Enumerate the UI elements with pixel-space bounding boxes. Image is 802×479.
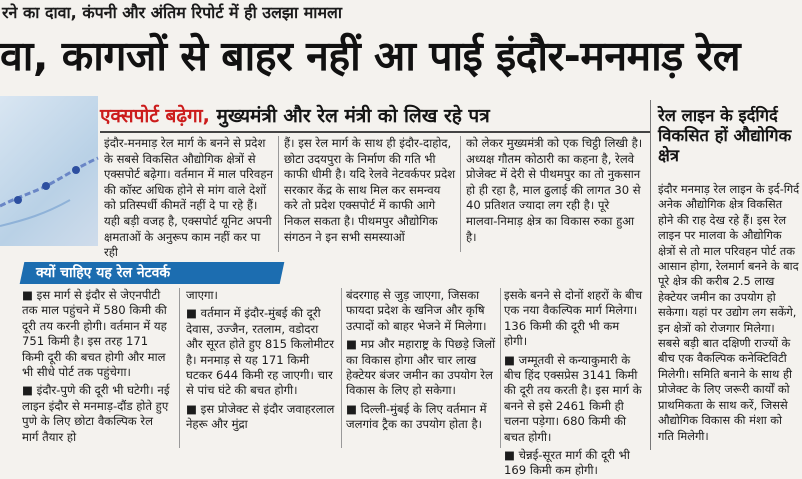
bullet-item: ■ मप्र और महाराष्ट्र के पिछड़े जिलों का विकास होगा और चार लाख हेक्टेयर बंजर जमीन का उपयोग रेल विकास के लिए हो सकेगा। [346, 337, 496, 398]
bullet-item: ■ इस मार्ग से इंदौर से जेएनपीटी तक माल पहुंचने में 580 किमी की दूरी तय करनी होगी। वर्तमान में यह 751 किमी है। इस तरह 171 किमी दूरी की बचत होगी और माल भी सीधे पोर्ट तक पहुंचेगा। [22, 288, 167, 380]
page-headline: वा, कागजों से बाहर नहीं आ पाई इंदौर-मनमाड़ रेल [0, 32, 741, 80]
column-divider [179, 288, 180, 448]
bottom-column-4 [504, 288, 644, 478]
column-text: हैं। इस रेल मार्ग के साथ ही इंदौर-दाहोद, छोटा उदयपुरा के निर्माण की गति भी काफी धीमी है। यदि रेलवे नेटवर्कपर प्रदेश सरकार केंद्र के साथ मिल कर समन्वय करे तो प्रदेश एक्सपोर्ट में काफी आगे निकल सकता है। पीथमपुर औद्योगिक संगठन ने इन सभी समस्याओं [284, 136, 456, 244]
bullet-item: ■ इस प्रोजेक्ट से इंदौर जवाहरलाल नेहरू और मुंद्रा [186, 401, 335, 432]
route-map-image [0, 96, 98, 246]
bullet-item: ■ वर्तमान में इंदौर-मुंबई की दूरी देवास, उज्जैन, रतलाम, वडोदरा और सूरत होते हुए 815 किलोमीटर है। मनमाड़ से यह 171 किमी घटकर 644 किमी रह जाएगी। चार से पांच घंटे की बचत होगी। [186, 306, 334, 398]
kicker-line: रने का दावा, कंपनी और अंतिम रिपोर्ट में ही उलझा मामला [2, 3, 343, 22]
bottom-column-2 [186, 288, 338, 448]
section-banner [20, 262, 285, 284]
top-column-3 [466, 136, 644, 254]
sidebar-title: रेल लाइन के इर्दगिर्द विकसित हों औद्योगिक क्षेत्र [658, 106, 792, 165]
top-column-1 [104, 136, 274, 260]
banner-label: क्यों चाहिए यह रेल नेटवर्क [36, 265, 171, 281]
column-divider [278, 136, 279, 252]
bullet-item: जाएगा। [186, 288, 218, 302]
column-text: इंदौर-मनमाड़ रेल मार्ग के बनने से प्रदेश के सबसे विकसित औद्योगिक क्षेत्रों से एक्सपोर्ट बढ़ेगा। वर्तमान में माल परिवहन की कॉस्ट अधिक होने से मांग वाले देशों को प्रतिस्पर्धी कीमतें नहीं दे पा रहे हैं। यही बड़ी वजह है, एक्सपोर्ट यूनिट अपनी क्षमताओं के अनुरूप काम नहीं कर पा रही [104, 136, 273, 260]
sidebar-body [658, 182, 800, 450]
top-column-2 [284, 136, 456, 254]
bottom-column-1 [22, 288, 172, 448]
bullet-item: ■ इंदौर-पुणे की दूरी भी घटेगी। नई लाइन इंदौर से मनमाड़-दौंड होते हुए पुणे के लिए छोटा वैकल्पिक रेल मार्ग तैयार हो [22, 383, 170, 444]
column-text: को लेकर मुख्यमंत्री को एक चिट्ठी लिखी है। अध्यक्ष गौतम कोठारी का कहना है, रेलवे प्रोजेक्ट में देरी से पीथमपुर का तो नुकसान हो ही रहा है, माल ढुलाई की लागत 30 से 40 प्रतिशत ज्यादा लग रही है। पूरे मालवा-निमाड़ क्षेत्र का विकास रुका हुआ है। [466, 136, 643, 244]
column-divider [500, 288, 501, 448]
bullet-item: ■ चेन्नई-सूरत मार्ग की दूरी भी 169 किमी कम होगी। [504, 448, 630, 478]
bullet-item: इसके बनने से दोनों शहरों के बीच एक नया वैकल्पिक मार्ग मिलेगा। 136 किमी की दूरी भी कम होगी। [504, 288, 643, 349]
bottom-column-3 [346, 288, 498, 448]
subhead-rule [100, 131, 650, 133]
sidebar-text: इंदौर मनमाड़ रेल लाइन के इर्द-गिर्द अनेक औद्योगिक क्षेत्र विकसित होने की राह देख रहे हैं। इस रेल लाइन पर मालवा के औद्योगिक क्षेत्रों से तो माल परिवहन पोर्ट तक आसान होगा, रेलमार्ग बनने के बाद पूरे क्षेत्र की करीब 2.5 लाख हेक्टेयर जमीन का उपयोग हो सकेगा। यहां पर उद्योग लग सकेंगे, इन क्षेत्रों को रोजगार मिलेगा। सबसे बड़ी बात दक्षिणी राज्यों के बीच एक वैकल्पिक कनेक्टिविटी मिलेगी। समिति बनाने के साथ ही प्रोजेक्ट के लिए जरूरी कार्यों को प्राथमिकता के साथ करें, जिससे औद्योगिक विकास की मंशा को गति मिलेगी। [658, 182, 800, 443]
subhead-rest: मुख्यमंत्री और रेल मंत्री को लिख रहे पत्र [209, 105, 490, 127]
bullet-item: ■ जम्मूतवी से कन्याकुमारी के बीच हिंद एक्सप्रेस 3141 किमी की दूरी तय करती है। इस मार्ग के बनने से इसे 2461 किमी ही चलना पड़ेगा। 680 किमी की बचत होगी। [504, 352, 642, 444]
bullet-item: बंदरगाह से जुड़ जाएगा, जिसका फायदा प्रदेश के खनिज और कृषि उत्पादों को बाहर भेजने में मिलेगा। [346, 288, 487, 333]
column-divider [341, 288, 342, 448]
sidebar-divider [650, 100, 651, 450]
section-subhead [100, 102, 650, 130]
column-divider [460, 136, 461, 252]
route-map-graphic [0, 96, 98, 246]
bullet-item: ■ दिल्ली-मुंबई के लिए वर्तमान में जलगांव ट्रैक का उपयोग होता है। [346, 401, 487, 432]
subhead-accent: एक्सपोर्ट बढ़ेगा, [100, 105, 210, 127]
